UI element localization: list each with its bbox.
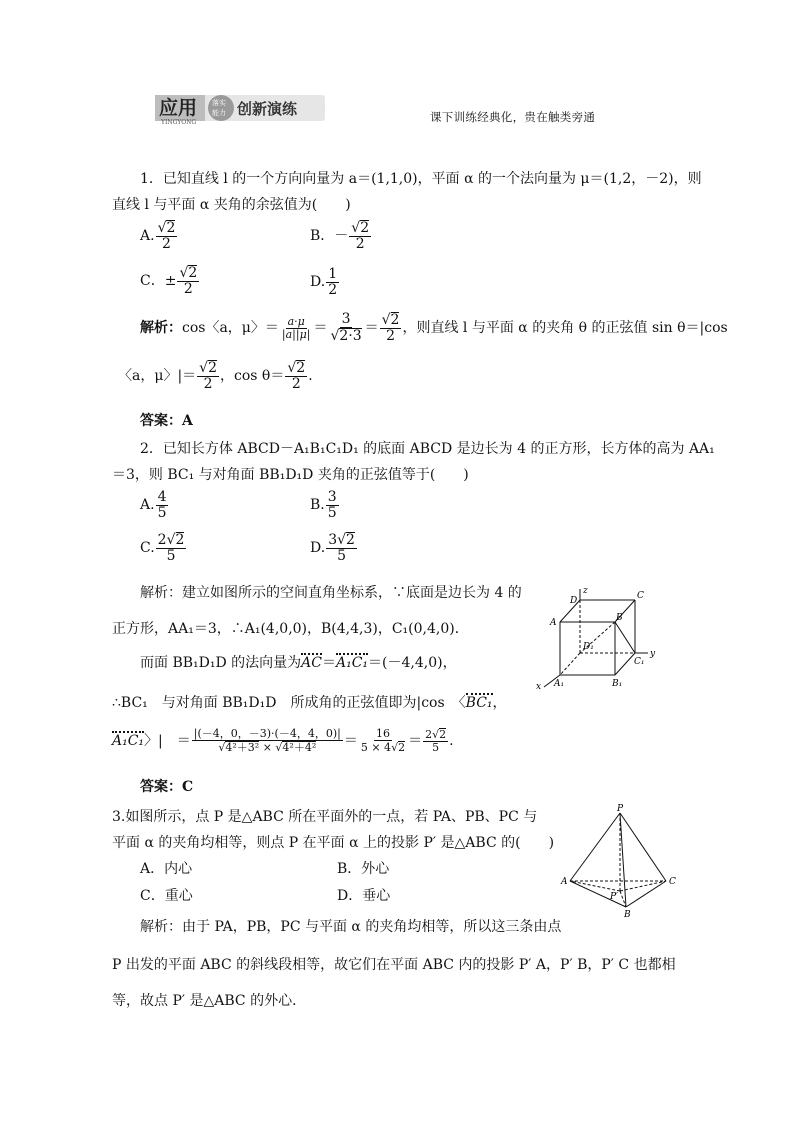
q2-cuboid-figure (530, 585, 675, 690)
fig2-label-b1: B₁ (612, 679, 623, 689)
q1-option-c: C．± $\frac{√2}{2}$ (140, 265, 198, 298)
fig2-label-z: z (583, 586, 588, 596)
q2-option-b: B. $\frac{3}{5}$ (310, 489, 337, 521)
q2-option-c: C. $\frac{2√2}{5}$ (140, 532, 185, 565)
fig2-label-y: y (650, 649, 656, 659)
q2-option-d: D. $\frac{3√2}{5}$ (310, 532, 355, 565)
q3-stem-line1: 3.如图所示，点 P 是△ABC 所在平面外的一点，若 PA、PB、PC 与 (112, 809, 538, 825)
fig3-label-c: C (669, 877, 676, 887)
q2-stem-line2: ＝3，则 BC₁ 与对角面 BB₁D₁D 夹角的正弦值等于( ) (112, 467, 469, 483)
q2-option-a: A. $\frac{4}{5}$ (140, 489, 167, 521)
q3-option-c: C．重心 (140, 888, 193, 904)
fig3-label-p-prime: P′ (610, 892, 619, 902)
fig2-label-d1: D₁ (583, 642, 594, 652)
banner-small-text-1: 落实 (212, 99, 226, 107)
q2-analysis-line5: A₁C₁〉| ＝ $\frac{|(-4,0,-3)\cdot(-4,4,0)|}{\text{√4²＋3² × √4²＋4²}}$ ＝ $\frac{16}{5 \times 4√2}$ ＝ $\frac{2√2}{5}$ . (112, 727, 454, 755)
vector-bc1: BC₁ (465, 695, 493, 711)
q3-analysis-line1: 解析：由于 PA，PB，PC 与平面 α 的夹角均相等，所以这三条由点 (140, 919, 562, 935)
fig2-label-a: A (550, 618, 557, 628)
vector-ac: AC (301, 655, 322, 671)
q1-answer: 答案：A (140, 413, 193, 429)
q1-option-a: A. $\frac{√2}{2}$ (140, 220, 176, 253)
banner-small-text-2: 能力 (212, 109, 226, 117)
fig2-label-c1: C₁ (634, 657, 645, 667)
q3-stem-line2: 平面 α 的夹角均相等，则点 P 在平面 α 上的投影 P′ 是△ABC 的( ) (112, 835, 555, 851)
fig3-label-b: B (624, 910, 631, 918)
q2-analysis-line4: ∴BC₁ 与对角面 BB₁D₁D 所成角的正弦值即为|cos 〈BC₁， (112, 695, 507, 711)
banner-pinyin: YINGYONG (161, 119, 197, 126)
q2-answer: 答案：C (140, 779, 194, 795)
banner-main-text: 应用 (159, 97, 198, 119)
q2-stem-line1: 2．已知长方体 ABCD－A₁B₁C₁D₁ 的底面 ABCD 是边长为 4 的正方形，长方体的高为 AA₁ (140, 441, 715, 457)
fig2-label-d: D (570, 596, 578, 606)
q2-analysis-line2: 正方形，AA₁＝3，∴A₁(4,0,0)，B(4,4,3)，C₁(0,4,0)． (112, 621, 469, 637)
header-slogan: 课下训练经典化，贵在触类旁通 (430, 110, 596, 124)
q3-option-a: A．内心 (140, 861, 193, 877)
fig3-label-a: A (561, 877, 568, 887)
fig2-label-x: x (536, 682, 542, 690)
vector-a1c1: A₁C₁ (335, 655, 369, 671)
q3-pyramid-figure (558, 803, 688, 918)
q1-stem-line2: 直线 l 与平面 α 夹角的余弦值为( ) (112, 197, 351, 213)
q1-option-b: B．－ $\frac{√2}{2}$ (310, 220, 370, 253)
banner-sub-text: 创新演练 (237, 100, 298, 118)
section-banner (155, 92, 325, 126)
q2-analysis-line3: 而面 BB₁D₁D 的法向量为AC＝A₁C₁＝(－4,4,0)， (140, 655, 457, 671)
q1-stem-line1: 1．已知直线 l 的一个方向向量为 a＝(1,1,0)，平面 α 的一个法向量为 μ＝(1,2，－2)，则 (140, 171, 702, 187)
q3-analysis-line3: 等，故点 P′ 是△ABC 的外心． (112, 993, 307, 1009)
q2-analysis-line1: 解析：建立如图所示的空间直角坐标系，∵底面是边长为 4 的 (140, 585, 522, 601)
fig2-label-b: B (616, 613, 623, 623)
fig3-label-p: P (617, 804, 624, 814)
fig2-label-a1: A₁ (554, 679, 565, 689)
q1-analysis-line1: 解析：cos〈a，μ〉＝ $\frac{a\cdot\mu}{|a||\mu|}$ ＝ $\frac{3}{√2\cdot 3}$ ＝ $\frac{√2}{2}$ ，则直线 l 与平面 α 的夹角 θ 的正弦值 sin θ＝|cos (140, 311, 728, 345)
q1-option-d: D. $\frac{1}{2}$ (310, 266, 338, 298)
q3-option-d: D．垂心 (337, 888, 391, 904)
q1-analysis-line2: 〈a，μ〉|＝ $\frac{√2}{2}$ ，cos θ＝ $\frac{√2}{2}$ . (118, 360, 313, 393)
fig2-label-c: C (637, 591, 644, 601)
q3-analysis-line2: P 出发的平面 ABC 的斜线段相等，故它们在平面 ABC 内的投影 P′ A，P′ B，P′ C 也都相 (112, 957, 676, 973)
q3-option-b: B．外心 (337, 861, 390, 877)
